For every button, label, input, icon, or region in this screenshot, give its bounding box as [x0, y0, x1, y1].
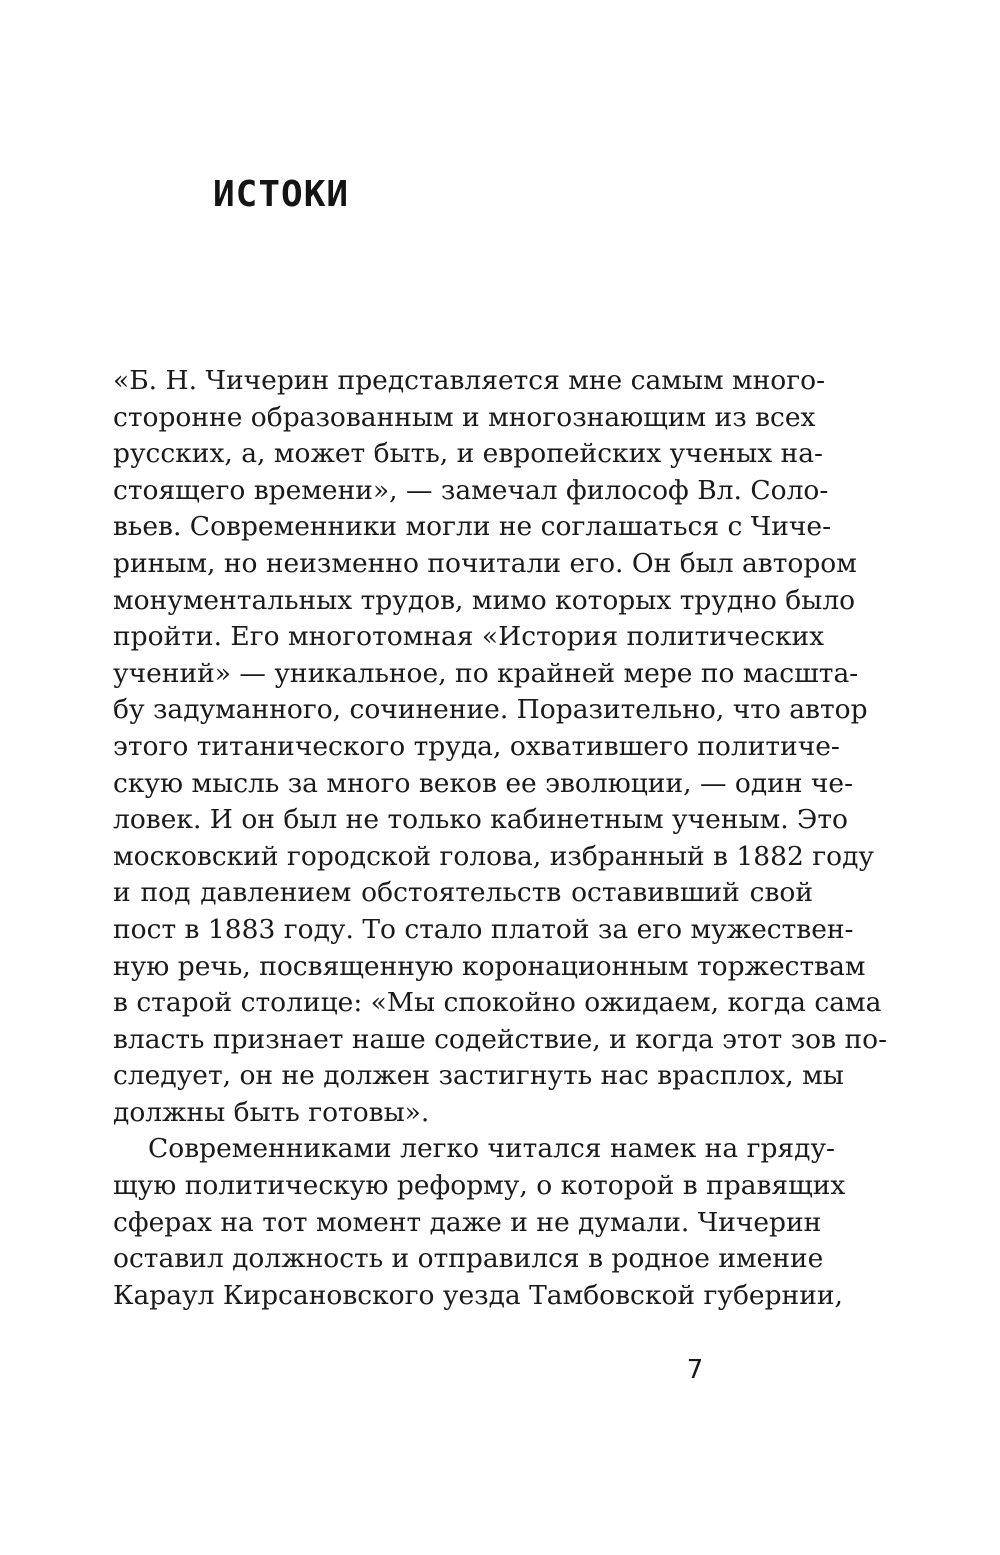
text-line: пройти. Его многотомная «История политических: [113, 621, 825, 653]
text-line: учений» — уникальное, по крайней мере по масшта-: [113, 657, 859, 689]
text-line: русских, а, может быть, и европейских ученых на-: [113, 438, 823, 470]
text-line: Караул Кирсановского уезда Тамбовской губернии,: [113, 1279, 843, 1311]
text-line: бу задуманного, сочинение. Поразительно, что автор: [113, 694, 868, 726]
text-line: сферах на тот момент даже и не думали. Чичерин: [113, 1206, 822, 1238]
text-line: этого титанического труда, охватившего политиче-: [113, 730, 840, 762]
text-line: и под давлением обстоятельств оставивший свой: [113, 877, 813, 909]
text-line: риным, но неизменно почитали его. Он был автором: [113, 547, 857, 579]
text-line: стоящего времени», — замечал философ Вл. Соло-: [113, 474, 829, 506]
body-text: [113, 363, 888, 1314]
paragraph-start-line: Современниками легко читался намек на гряду-: [148, 1133, 835, 1165]
text-line: ловек. И он был не только кабинетным ученым. Это: [113, 804, 848, 836]
text-line: московский городской голова, избранный в 1882 году: [113, 840, 874, 872]
text-line: следует, он не должен застигнуть нас врасплох, мы: [113, 1060, 844, 1092]
text-line: власть признает наше содействие, и когда этот зов по-: [113, 1023, 888, 1055]
text-line: монументальных трудов, мимо которых трудно было: [113, 584, 856, 616]
text-line: скую мысль за много веков ее эволюции, — один че-: [113, 767, 854, 799]
text-line: в старой столице: «Мы спокойно ожидаем, когда сама: [113, 987, 882, 1019]
text-line: пост в 1883 году. То стало платой за его мужествен-: [113, 913, 854, 945]
text-line: щую политическую реформу, о которой в правящих: [113, 1170, 846, 1202]
text-line: оставил должность и отправился в родное имение: [113, 1243, 824, 1275]
chapter-title: ИСТОКИ: [213, 174, 350, 215]
paragraph-end-line: должны быть готовы».: [113, 1096, 430, 1128]
page-number: 7: [686, 1355, 704, 1385]
text-line: вьев. Современники могли не соглашаться с Чиче-: [113, 511, 832, 543]
text-line: сторонне образованным и многознающим из всех: [113, 401, 816, 433]
text-line: ную речь, посвященную коронационным торжествам: [113, 950, 866, 982]
text-line: «Б. Н. Чичерин представляется мне самым много-: [113, 365, 826, 396]
